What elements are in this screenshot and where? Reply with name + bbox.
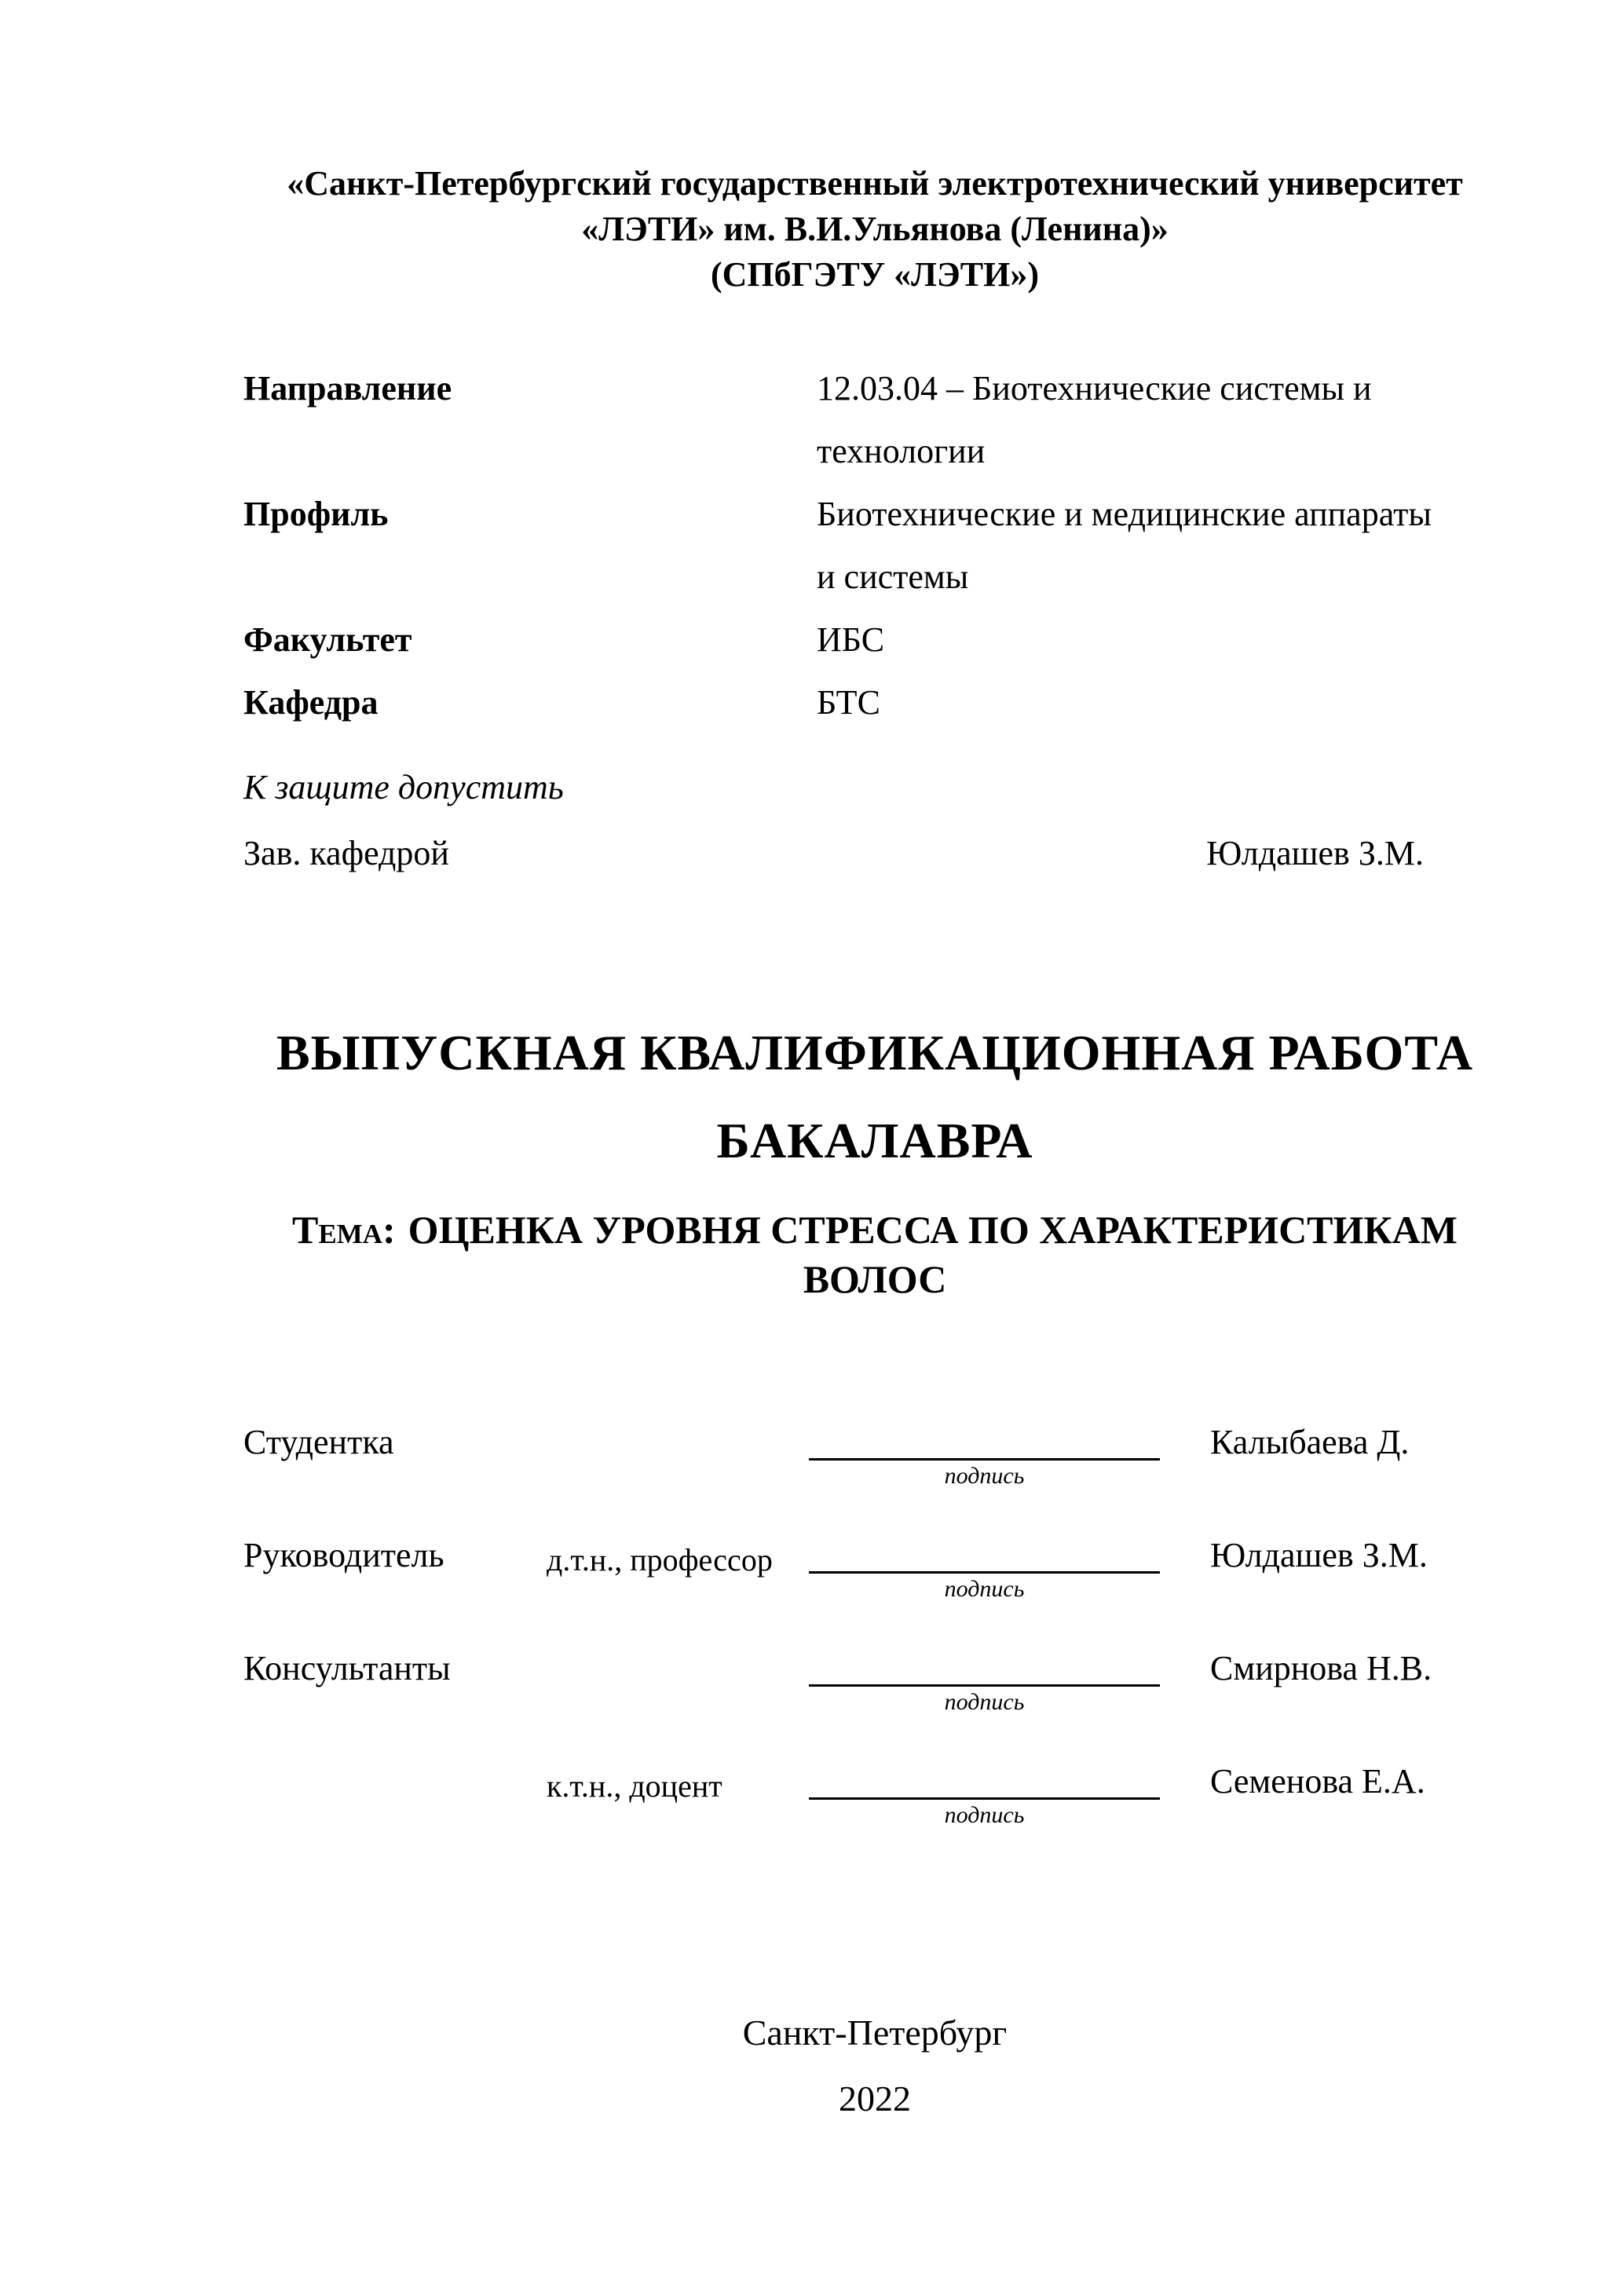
field-value (817, 671, 880, 734)
signature-line (809, 1422, 1160, 1461)
signature-caption: подпись (944, 1802, 1025, 1828)
signature-line (809, 1535, 1160, 1574)
info-fields (243, 357, 1506, 734)
signature-role: Консультанты (243, 1649, 451, 1687)
signature-row-student (243, 1422, 1506, 1492)
field-row-direction (243, 357, 1506, 483)
signature-name: Семенова Е.А. (1210, 1762, 1425, 1801)
field-value (817, 609, 884, 671)
field-label: Кафедра (243, 683, 379, 722)
field-label: Профиль (243, 495, 389, 533)
signature-name: Калыбаева Д. (1210, 1423, 1410, 1461)
signature-name: Юлдашев З.М. (1210, 1536, 1428, 1574)
field-value (817, 483, 1432, 609)
admission-role: Зав. кафедрой (243, 834, 449, 872)
signature-degree (547, 1422, 809, 1428)
signature-degree (547, 1648, 809, 1654)
signature-degree: к.т.н., доцент (547, 1768, 722, 1804)
field-value (817, 357, 1372, 483)
university-header-line-1: «Санкт-Петербургский государственный электротехнический университет (287, 164, 1463, 203)
field-row-faculty (243, 609, 1506, 671)
field-value-line: Биотехнические и медицинские аппараты (817, 495, 1432, 533)
signature-line (809, 1648, 1160, 1687)
signature-role: Студентка (243, 1423, 394, 1461)
signature-line (809, 1761, 1160, 1800)
university-header-line-3: (СПбГЭТУ «ЛЭТИ») (711, 255, 1039, 294)
field-row-department (243, 671, 1506, 734)
admission-name: Юлдашев З.М. (1206, 834, 1424, 872)
topic-heading (243, 1205, 1506, 1304)
field-value-line: 12.03.04 – Биотехнические системы и (817, 369, 1372, 408)
signature-role: Руководитель (243, 1536, 444, 1574)
university-header-line-2: «ЛЭТИ» им. В.И.Ульянова (Ленина)» (581, 210, 1169, 248)
admission-block (243, 767, 1506, 874)
field-row-profile (243, 483, 1506, 609)
signature-row-supervisor (243, 1535, 1506, 1605)
field-value-line: БТС (817, 683, 880, 722)
topic-label: Тема: (292, 1208, 396, 1252)
signature-caption: подпись (944, 1689, 1025, 1715)
signatures-block (243, 1422, 1506, 1831)
signature-caption: подпись (944, 1576, 1025, 1602)
signature-line-area (809, 1648, 1160, 1718)
signature-degree: д.т.н., профессор (547, 1542, 773, 1578)
field-value-line: технологии (817, 432, 986, 470)
university-header (243, 161, 1506, 298)
footer-year: 2022 (839, 2078, 911, 2119)
field-label: Направление (243, 369, 452, 408)
field-value-line: ИБС (817, 620, 885, 659)
signature-row-consultant-1 (243, 1648, 1506, 1718)
page-content (243, 0, 1506, 2132)
admission-row (243, 833, 1506, 874)
field-label: Факультет (243, 620, 412, 659)
signature-line-area (809, 1761, 1160, 1831)
field-value-line: и системы (817, 558, 969, 596)
signature-caption: подпись (944, 1463, 1025, 1489)
footer (243, 2000, 1506, 2132)
signature-name: Смирнова Н.В. (1210, 1649, 1432, 1687)
work-title-line-2: БАКАЛАВРА (716, 1113, 1033, 1168)
footer-city: Санкт-Петербург (742, 2013, 1008, 2053)
signature-line-area (809, 1535, 1160, 1605)
topic-text: ОЦЕНКА УРОВНЯ СТРЕССА ПО ХАРАКТЕРИСТИКАМ ВОЛОС (408, 1208, 1458, 1301)
signature-row-consultant-2 (243, 1761, 1506, 1831)
work-title-line-1: ВЫПУСКНАЯ КВАЛИФИКАЦИОННАЯ РАБОТА (276, 1025, 1474, 1080)
admission-phrase: К защите допустить (243, 768, 564, 806)
work-title (243, 1009, 1506, 1185)
signature-line-area (809, 1422, 1160, 1492)
